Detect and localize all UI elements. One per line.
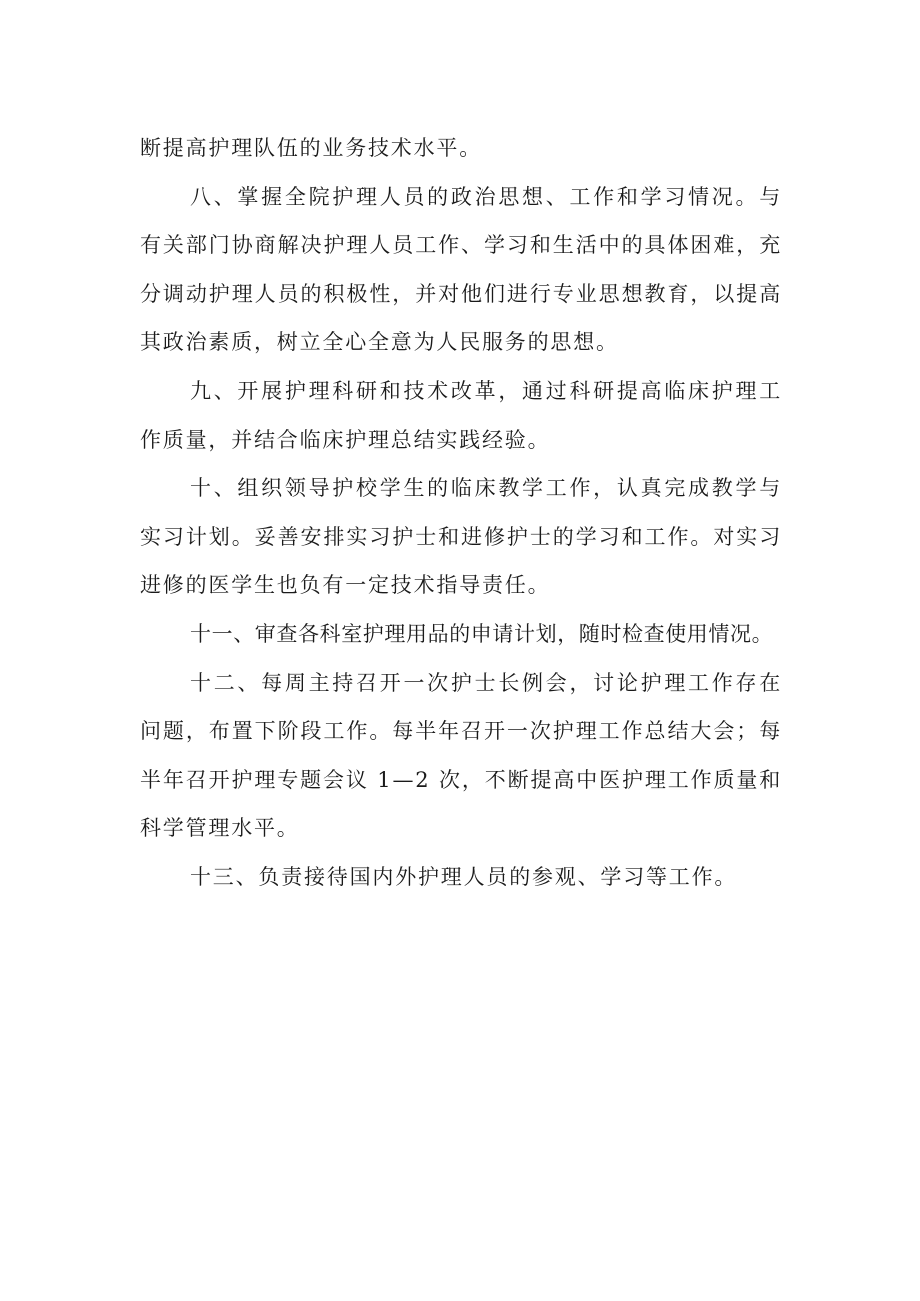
- paragraph-item-8: 八、掌握全院护理人员的政治思想、工作和学习情况。与有关部门协商解决护理人员工作、学习和生活中的具体困难，充分调动护理人员的积极性，并对他们进行专业思想教育，以提高其政治素质，树立全心全意为人民服务的思想。: [140, 184, 782, 355]
- document-body: [140, 124, 782, 902]
- paragraph-item-10: 十、组织领导护校学生的临床教学工作，认真完成教学与实习计划。妥善安排实习护士和进修护士的学习和工作。对实习进修的医学生也负有一定技术指导责任。: [140, 476, 782, 598]
- paragraph-item-9: 九、开展护理科研和技术改革，通过科研提高临床护理工作质量，并结合临床护理总结实践经验。: [140, 378, 782, 452]
- paragraph-item-13: 十三、负责接待国内外护理人员的参观、学习等工作。: [190, 864, 738, 889]
- paragraph-item-12: 十二、每周主持召开一次护士长例会，讨论护理工作存在问题，布置下阶段工作。每半年召开一次护理工作总结大会；每半年召开护理专题会议 1—2 次，不断提高中医护理工作质量和科学管理水平。: [140, 670, 782, 841]
- paragraph-item-11: 十一、审查各科室护理用品的申请计划，随时检查使用情况。: [190, 621, 774, 646]
- paragraph-continuation: 断提高护理队伍的业务技术水平。: [140, 136, 482, 160]
